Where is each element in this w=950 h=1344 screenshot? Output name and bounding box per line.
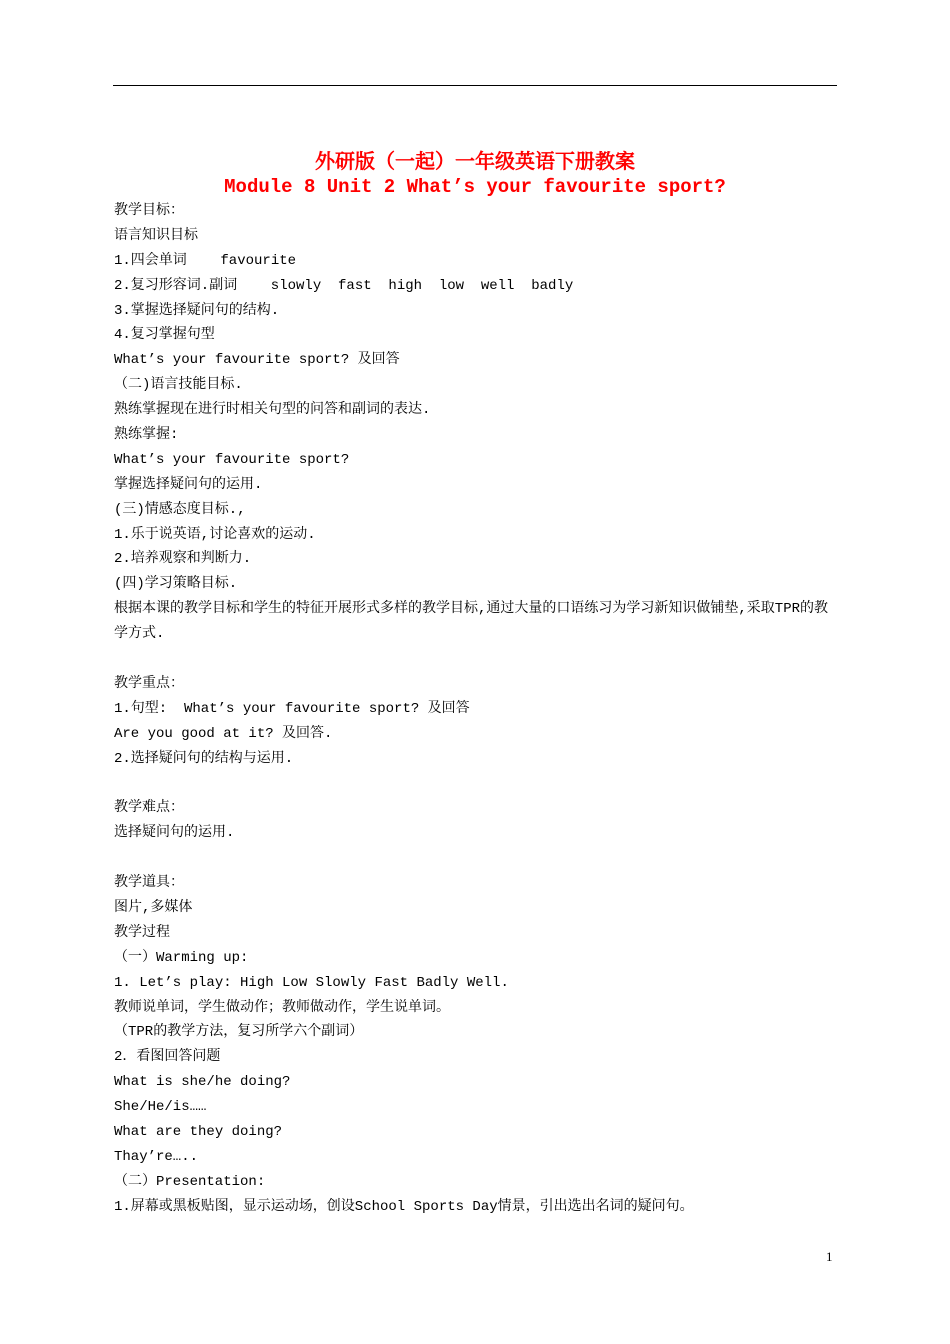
text-line: She/He/is…… bbox=[114, 1099, 207, 1116]
text-line: （TPR的教学方法，复习所学六个副词） bbox=[114, 1024, 364, 1041]
document-title-english: Module 8 Unit 2 What’s your favourite sport? bbox=[224, 176, 726, 198]
text-line: 教学过程 bbox=[114, 924, 170, 941]
text-line: 2．看图回答问题 bbox=[114, 1049, 221, 1066]
document-body bbox=[114, 199, 838, 1220]
text-line: 2.培养观察和判断力. bbox=[114, 551, 252, 568]
text-line: 1.乐于说英语,讨论喜欢的运动. bbox=[114, 526, 316, 543]
text-line: 语言知识目标 bbox=[114, 227, 198, 244]
text-line: 教学目标： bbox=[114, 203, 184, 219]
text-line: (四)学习策略目标. bbox=[114, 576, 238, 593]
text-line: 图片,多媒体 bbox=[114, 899, 193, 916]
text-line: Are you good at it? 及回答. bbox=[114, 725, 333, 742]
text-line: 选择疑问句的运用. bbox=[114, 825, 235, 842]
blank-line bbox=[114, 647, 838, 672]
text-line: （一）Warming up: bbox=[114, 949, 249, 966]
text-line: 2.选择疑问句的结构与运用. bbox=[114, 750, 294, 767]
text-line: 3.掌握选择疑问句的结构. bbox=[114, 302, 280, 319]
text-line: 掌握选择疑问句的运用. bbox=[114, 476, 263, 493]
text-line: Thay’re….. bbox=[114, 1148, 199, 1165]
text-line: 2.复习形容词.副词 slowly fast high low well badly bbox=[114, 277, 574, 294]
text-line: (三)情感态度目标., bbox=[114, 501, 246, 518]
text-line: 教学难点： bbox=[114, 800, 184, 817]
text-line: What are they doing? bbox=[114, 1123, 283, 1140]
text-line: （二)语言技能目标. bbox=[114, 377, 243, 394]
text-line: 1.句型: What’s your favourite sport? 及回答 bbox=[114, 700, 470, 717]
text-line: What’s your favourite sport? bbox=[114, 451, 350, 468]
text-line: 4.复习掌握句型 bbox=[114, 327, 215, 344]
text-line: 熟练掌握现在进行时相关句型的问答和副词的表达. bbox=[114, 402, 431, 419]
document-title-chinese: 外研版（一起）一年级英语下册教案 bbox=[315, 149, 635, 173]
text-line: 1.屏幕或黑板贴图，显示运动场，创设School Sports Day情景，引出选出名词的疑问句。 bbox=[114, 1198, 694, 1215]
header-rule bbox=[113, 85, 837, 86]
blank-line bbox=[114, 772, 838, 797]
text-line: （二）Presentation: bbox=[114, 1173, 266, 1190]
text-line: 教学道具： bbox=[114, 875, 184, 892]
blank-line bbox=[114, 846, 838, 871]
text-line: 1.四会单词 favourite bbox=[114, 252, 297, 269]
text-line: 熟练掌握: bbox=[114, 427, 179, 444]
text-line: 1. Let’s play: High Low Slowly Fast Badly Well. bbox=[114, 974, 509, 991]
text-line: 根据本课的教学目标和学生的特征开展形式多样的教学目标,通过大量的口语练习为学习新知识做铺垫,采取TPR的教学方式. bbox=[114, 601, 829, 643]
page-number: 1 bbox=[826, 1249, 833, 1264]
text-line: What is she/he doing? bbox=[114, 1074, 291, 1091]
text-line: 教师说单词，学生做动作；教师做动作，学生说单词。 bbox=[114, 999, 450, 1016]
text-line: What’s your favourite sport? 及回答 bbox=[114, 352, 400, 369]
text-line: 教学重点： bbox=[114, 675, 184, 692]
